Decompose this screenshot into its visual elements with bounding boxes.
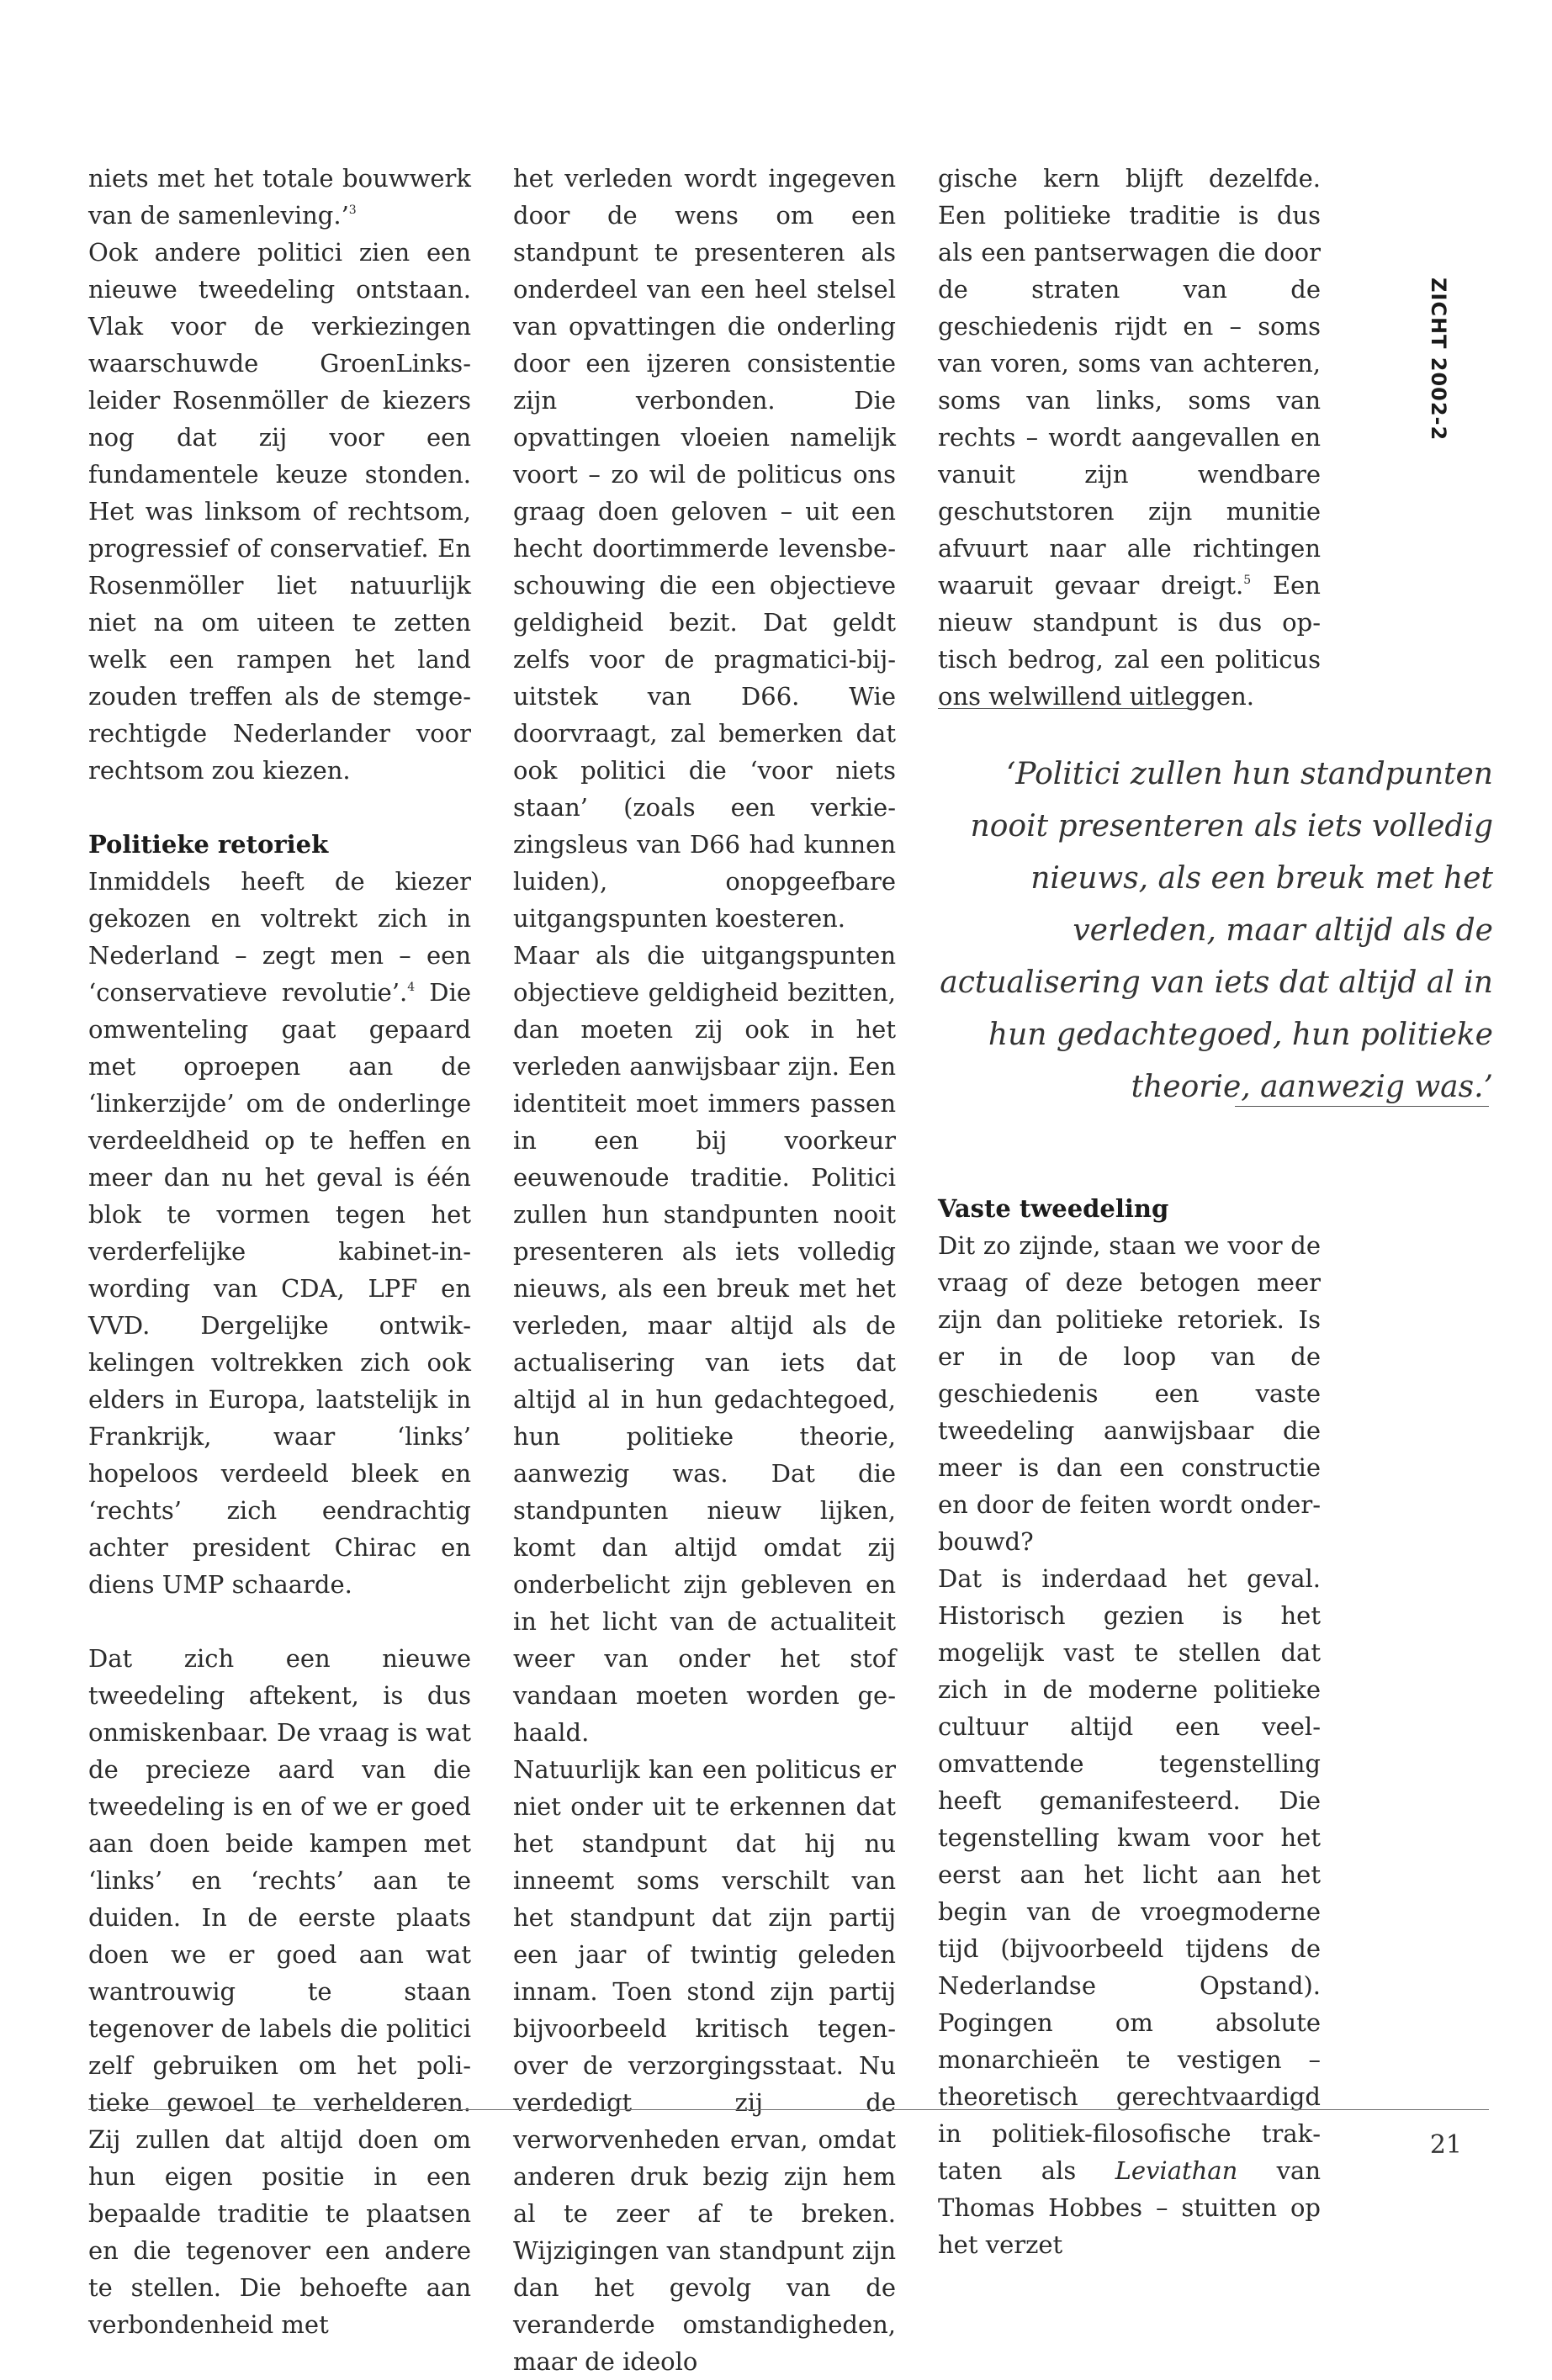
paragraph: Dat zich een nieuwe tweedeling aftekent, is dus onmiskenbaar. De vraag is wat de precieze aard van die tweedeling is en of we er goed aan doen beide kampen met ‘links’ en ‘rechts’ aan te duiden. In de eerste plaats doen we er goed aan wat wantrouwig te staan tegenover de labels die politici zelf gebruiken om het politieke gewoel te verhelderen. Zij zullen dat altijd doen om hun eigen positie in een bepaalde traditie te plaatsen en die tegenover een andere te stellen. Die behoefte aan verbondenheid met xyxy=(88,1644,471,2339)
paragraph: Natuurlijk kan een politicus er niet onder uit te erkennen dat het standpunt dat hij nu inneemt soms verschilt van het standpunt dat zijn partij een jaar of twintig geleden innam. Toen stond zijn partij bijvoorbeeld kritisch tegenover de verzorgingsstaat. Nu verdedigt zij de verworvenheden ervan, omdat anderen druk bezig zijn hem al te zeer af te breken. Wijzigingen van standpunt zijn dan het gevolg van de veranderde omstandigheden, maar de ideolo xyxy=(513,1755,896,2376)
running-head: ZICHT 2002-2 xyxy=(1427,278,1450,442)
section-heading: Politieke retoriek xyxy=(88,830,329,859)
footnote-ref: 4 xyxy=(407,981,416,994)
book-title: Leviathan xyxy=(1115,2156,1238,2185)
column-2 xyxy=(513,160,896,2380)
section-heading: Vaste tweedeling xyxy=(938,1194,1169,1223)
paragraph: gische kern blijft dezelfde. Een politieke traditie is dus als een pantserwagen die door de straten van de geschiedenis rijdt en – soms van voren, soms van achteren, soms van links, soms van rechts – wordt aangevallen en vanuit zijn wendbare geschutstoren zijn munitie afvuurt naar alle richtingen waaruit gevaar dreigt.$^5$ Een nieuw standpunt is dus optisch bedrog, zal een politicus ons welwillend uitleggen. xyxy=(938,164,1321,711)
column-1 xyxy=(88,160,471,2343)
pullquote-rule-top xyxy=(938,708,1192,709)
page-number: 21 xyxy=(1429,2130,1462,2160)
column-3 xyxy=(938,160,1321,715)
paragraph: Dat is inderdaad het geval. Historisch gezien is het mogelijk vast te stellen dat zich in de moderne politieke cultuur altijd een veelomvattende tegenstelling heeft gemanifesteerd. Die tegenstelling kwam voor het eerst aan het licht aan het begin van de vroegmoderne tijd (bijvoorbeeld tijdens de Nederlandse Opstand). Pogingen om absolute monarchieën te vestigen – theoretisch gerechtvaardigd in politiek-filosofische traktaten als Leviathan van Thomas Hobbes – stuitten op het verzet xyxy=(938,1564,1321,2259)
paragraph: Maar als die uitgangspunten objectieve geldigheid bezitten, dan moeten zij ook in het verleden aanwijsbaar zijn. Een identiteit moet immers passen in een bij voorkeur eeuwenoude traditie. Politici zullen hun standpunten nooit presenteren als iets volledig nieuws, als een breuk met het verleden, maar altijd als de actualisering van iets dat altijd al in hun gedachtegoed, hun politieke theorie, aanwezig was. Dat die standpunten nieuw lijken, komt dan altijd omdat zij onderbelicht zijn gebleven en in het licht van de actualiteit weer van onder het stof vandaan moeten worden gehaald. xyxy=(513,941,896,1747)
footnote-ref: 3 xyxy=(348,204,357,217)
pullquote: ‘Politici zullen hun standpunten nooit presenteren als iets volledig nieuws, als een breuk met het verleden, maar altijd als de actualisering van iets dat altijd al in hun gedachtegoed, hun politieke theorie, aanwezig was.’ xyxy=(940,757,1493,1104)
paragraph: het verleden wordt ingegeven door de wens om een standpunt te presenteren als onderdeel van een heel stelsel van opvattingen die onderling door een ijzeren consistentie zijn verbonden. Die opvattingen vloeien namelijk voort – zo wil de politicus ons graag doen geloven – uit een hecht doortimmerde levensbeschouwing die een objectieve geldigheid bezit. Dat geldt zelfs voor de pragmatici-bij-uitstek van D66. Wie doorvraagt, zal bemerken dat ook politici die ‘voor niets staan’ (zoals een verkiezingsleus van D66 had kunnen luiden), onopgeefbare uitgangspunten koesteren. xyxy=(513,164,896,933)
footer-rule xyxy=(88,2109,1489,2110)
paragraph: Inmiddels heeft de kiezer gekozen en voltrekt zich in Nederland – zegt men – een ‘conservatieve revolutie’.$^4$ Die omwenteling gaat gepaard met oproepen aan de ‘linkerzijde’ om de onderlinge verdeeldheid op te heffen en meer dan nu het geval is één blok te vormen tegen het verderfelijke kabinet-in-wording van CDA, LPF en VVD. Dergelijke ontwikkelingen voltrekken zich ook elders in Europa, laatstelijk in Frankrijk, waar ‘links’ hopeloos verdeeld bleek en ‘rechts’ zich eendrachtig achter president Chirac en diens UMP schaarde. xyxy=(88,867,471,1599)
footnote-ref: 5 xyxy=(1243,574,1252,587)
pullquote-rule-bottom xyxy=(1235,1106,1489,1107)
paragraph: Dit zo zijnde, staan we voor de vraag of deze betogen meer zijn dan politieke retoriek. Is er in de loop van de geschiedenis een vaste tweedeling aanwijsbaar die meer is dan een constructie en door de feiten wordt onderbouwd? xyxy=(938,1231,1321,1556)
paragraph: Ook andere politici zien een nieuwe tweedeling ontstaan. Vlak voor de verkiezingen waarschuwde GroenLinks-leider Rosenmöller de kiezers nog dat zij voor een fundamentele keuze stonden. Het was linksom of rechtsom, progressief of conservatief. En Rosenmöller liet natuurlijk niet na om uiteen te zetten welk een rampen het land zouden treffen als de stemgerechtigde Nederlander voor rechtsom zou kiezen. xyxy=(88,238,471,785)
column-3-lower xyxy=(938,1190,1321,2263)
paragraph: niets met het totale bouwwerk van de samenleving.’$^3$ xyxy=(88,164,471,230)
